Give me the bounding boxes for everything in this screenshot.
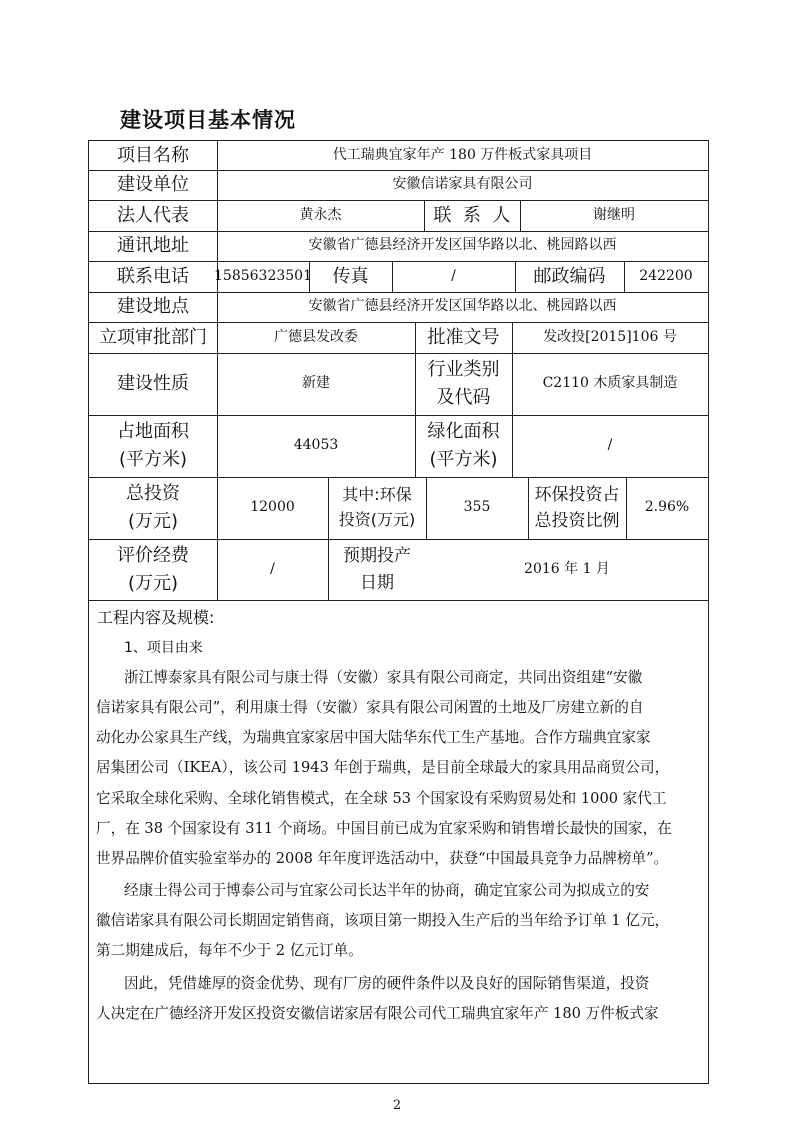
project-name-value: 代工瑞典宜家年产 180 万件板式家具项目: [332, 146, 593, 163]
industry-value: C2110 木质家具制造: [542, 375, 678, 392]
phone-label: 联系电话: [117, 265, 189, 287]
invest-label-line1: 总投资: [126, 483, 180, 505]
area-label-line1: 占地面积: [117, 421, 189, 443]
content-line: 厂，在 38 个国家设有 311 个商场。中国目前已成为宜家采购和销售增长最快的国家，在: [96, 820, 672, 837]
approval-dept-label: 立项审批部门: [99, 326, 207, 348]
approval-dept-value: 广德县发改委: [274, 328, 358, 345]
env-ratio-label-line2: 总投资比例: [534, 511, 620, 531]
site-value: 安徽省广德县经济开发区国华路以北、桃园路以西: [308, 298, 617, 315]
postcode-value: 242200: [639, 267, 693, 284]
content-heading: 工程内容及规模:: [97, 608, 215, 627]
env-ratio-value: 2.96%: [644, 499, 690, 516]
content-line: 世界品牌价值实验室举办的 2008 年年度评选活动中，获登“中国最具竞争力品牌榜单”。: [96, 850, 669, 867]
content-line: 徽信诺家具有限公司长期固定销售商，该项目第一期投入生产后的当年给予订单 1 亿元，: [96, 912, 670, 929]
eval-fee-label-line2: (万元): [127, 572, 179, 594]
contact-label: 联 系 人: [433, 204, 511, 226]
content-line: 动化办公家具生产线，为瑞典宜家家居中国大陆华东代工生产基地。合作方瑞典宜家家: [96, 729, 651, 746]
content-line: 第二期建成后，每年不少于 2 亿元订单。: [96, 942, 363, 959]
project-name-label: 项目名称: [117, 144, 189, 166]
contact-value: 谢继明: [593, 206, 635, 223]
eval-fee-label: [89, 539, 217, 600]
approval-doc-label: 批准文号: [427, 326, 500, 348]
content-line: 信诺家具有限公司”，利用康士得（安徽）家具有限公司闲置的土地及厂房建立新的自: [96, 699, 644, 716]
builder-value: 安徽信诺家具有限公司: [392, 176, 533, 193]
green-label-line2: (平方米): [429, 449, 498, 470]
fax-label: 传真: [332, 265, 369, 287]
invest-label-line2: (万元): [127, 511, 179, 532]
legal-rep-label: 法人代表: [117, 204, 189, 226]
page-number: 2: [392, 1098, 402, 1113]
address-value: 安徽省广德县经济开发区国华路以北、桃园路以西: [308, 237, 617, 254]
invest-label: [89, 477, 217, 539]
start-label-line1: 预期投产: [343, 546, 411, 567]
start-value: 2016 年 1 月: [524, 560, 610, 577]
industry-label-line2: 及代码: [436, 387, 491, 408]
content-line: 居集团公司（IKEA），该公司 1943 年创于瑞典，是目前全球最大的家具用品商贸公司，: [96, 759, 670, 776]
content-subheading: 1、项目由来: [124, 640, 203, 656]
content-line: 浙江博泰家具有限公司与康士得（安徽）家具有限公司商定，共同出资组建“安徽: [124, 669, 643, 686]
eval-fee-value: /: [270, 560, 275, 577]
eval-fee-label-line1: 评价经费: [117, 544, 189, 566]
start-label: [328, 539, 426, 600]
green-value: /: [607, 437, 613, 454]
green-label: [415, 415, 512, 477]
start-label-line2: 日期: [360, 572, 394, 593]
nature-label: 建设性质: [117, 373, 189, 395]
site-label: 建设地点: [117, 296, 189, 318]
env-invest-label-line2: 投资(万元): [338, 510, 416, 529]
content-line: 它采取全球化采购、全球化销售模式，在全球 53 个国家设有采购贸易处和 1000 家代工: [96, 790, 667, 807]
content-line: 经康士得公司于博泰公司与宜家公司长达半年的协商，确定宜家公司为拟成立的安: [124, 882, 650, 899]
nature-value: 新建: [302, 375, 330, 392]
postcode-label: 邮政编码: [533, 265, 606, 287]
builder-label: 建设单位: [117, 174, 189, 196]
legal-rep-value: 黄永杰: [299, 206, 342, 223]
project-info-table: [88, 140, 709, 1084]
industry-label: [415, 353, 512, 415]
industry-label-line1: 行业类别: [427, 359, 500, 381]
page-title: 建设项目基本情况: [120, 108, 296, 132]
env-ratio-label-line1: 环保投资占: [534, 484, 620, 505]
content-line: 因此，凭借雄厚的资金优势、现有厂房的硬件条件以及良好的国际销售渠道，投资: [124, 975, 650, 992]
env-invest-label-line1: 其中:环保: [342, 485, 412, 505]
approval-doc-value: 发改投[2015]106 号: [543, 328, 677, 345]
content-line: 人决定在广德经济开发区投资安徽信诺家居有限公司代工瑞典宜家年产 180 万件板式家: [96, 1005, 659, 1022]
area-label-line2: (平方米): [118, 449, 188, 470]
fax-value: /: [451, 267, 456, 284]
area-value: 44053: [293, 437, 339, 454]
env-ratio-label: [528, 477, 626, 539]
env-invest-label: [328, 477, 426, 539]
area-label: [89, 415, 217, 477]
env-invest-value: 355: [463, 499, 491, 516]
green-label-line1: 绿化面积: [427, 421, 500, 443]
address-label: 通讯地址: [117, 235, 189, 257]
phone-value: 15856323501: [214, 267, 312, 284]
invest-value: 12000: [250, 499, 295, 516]
